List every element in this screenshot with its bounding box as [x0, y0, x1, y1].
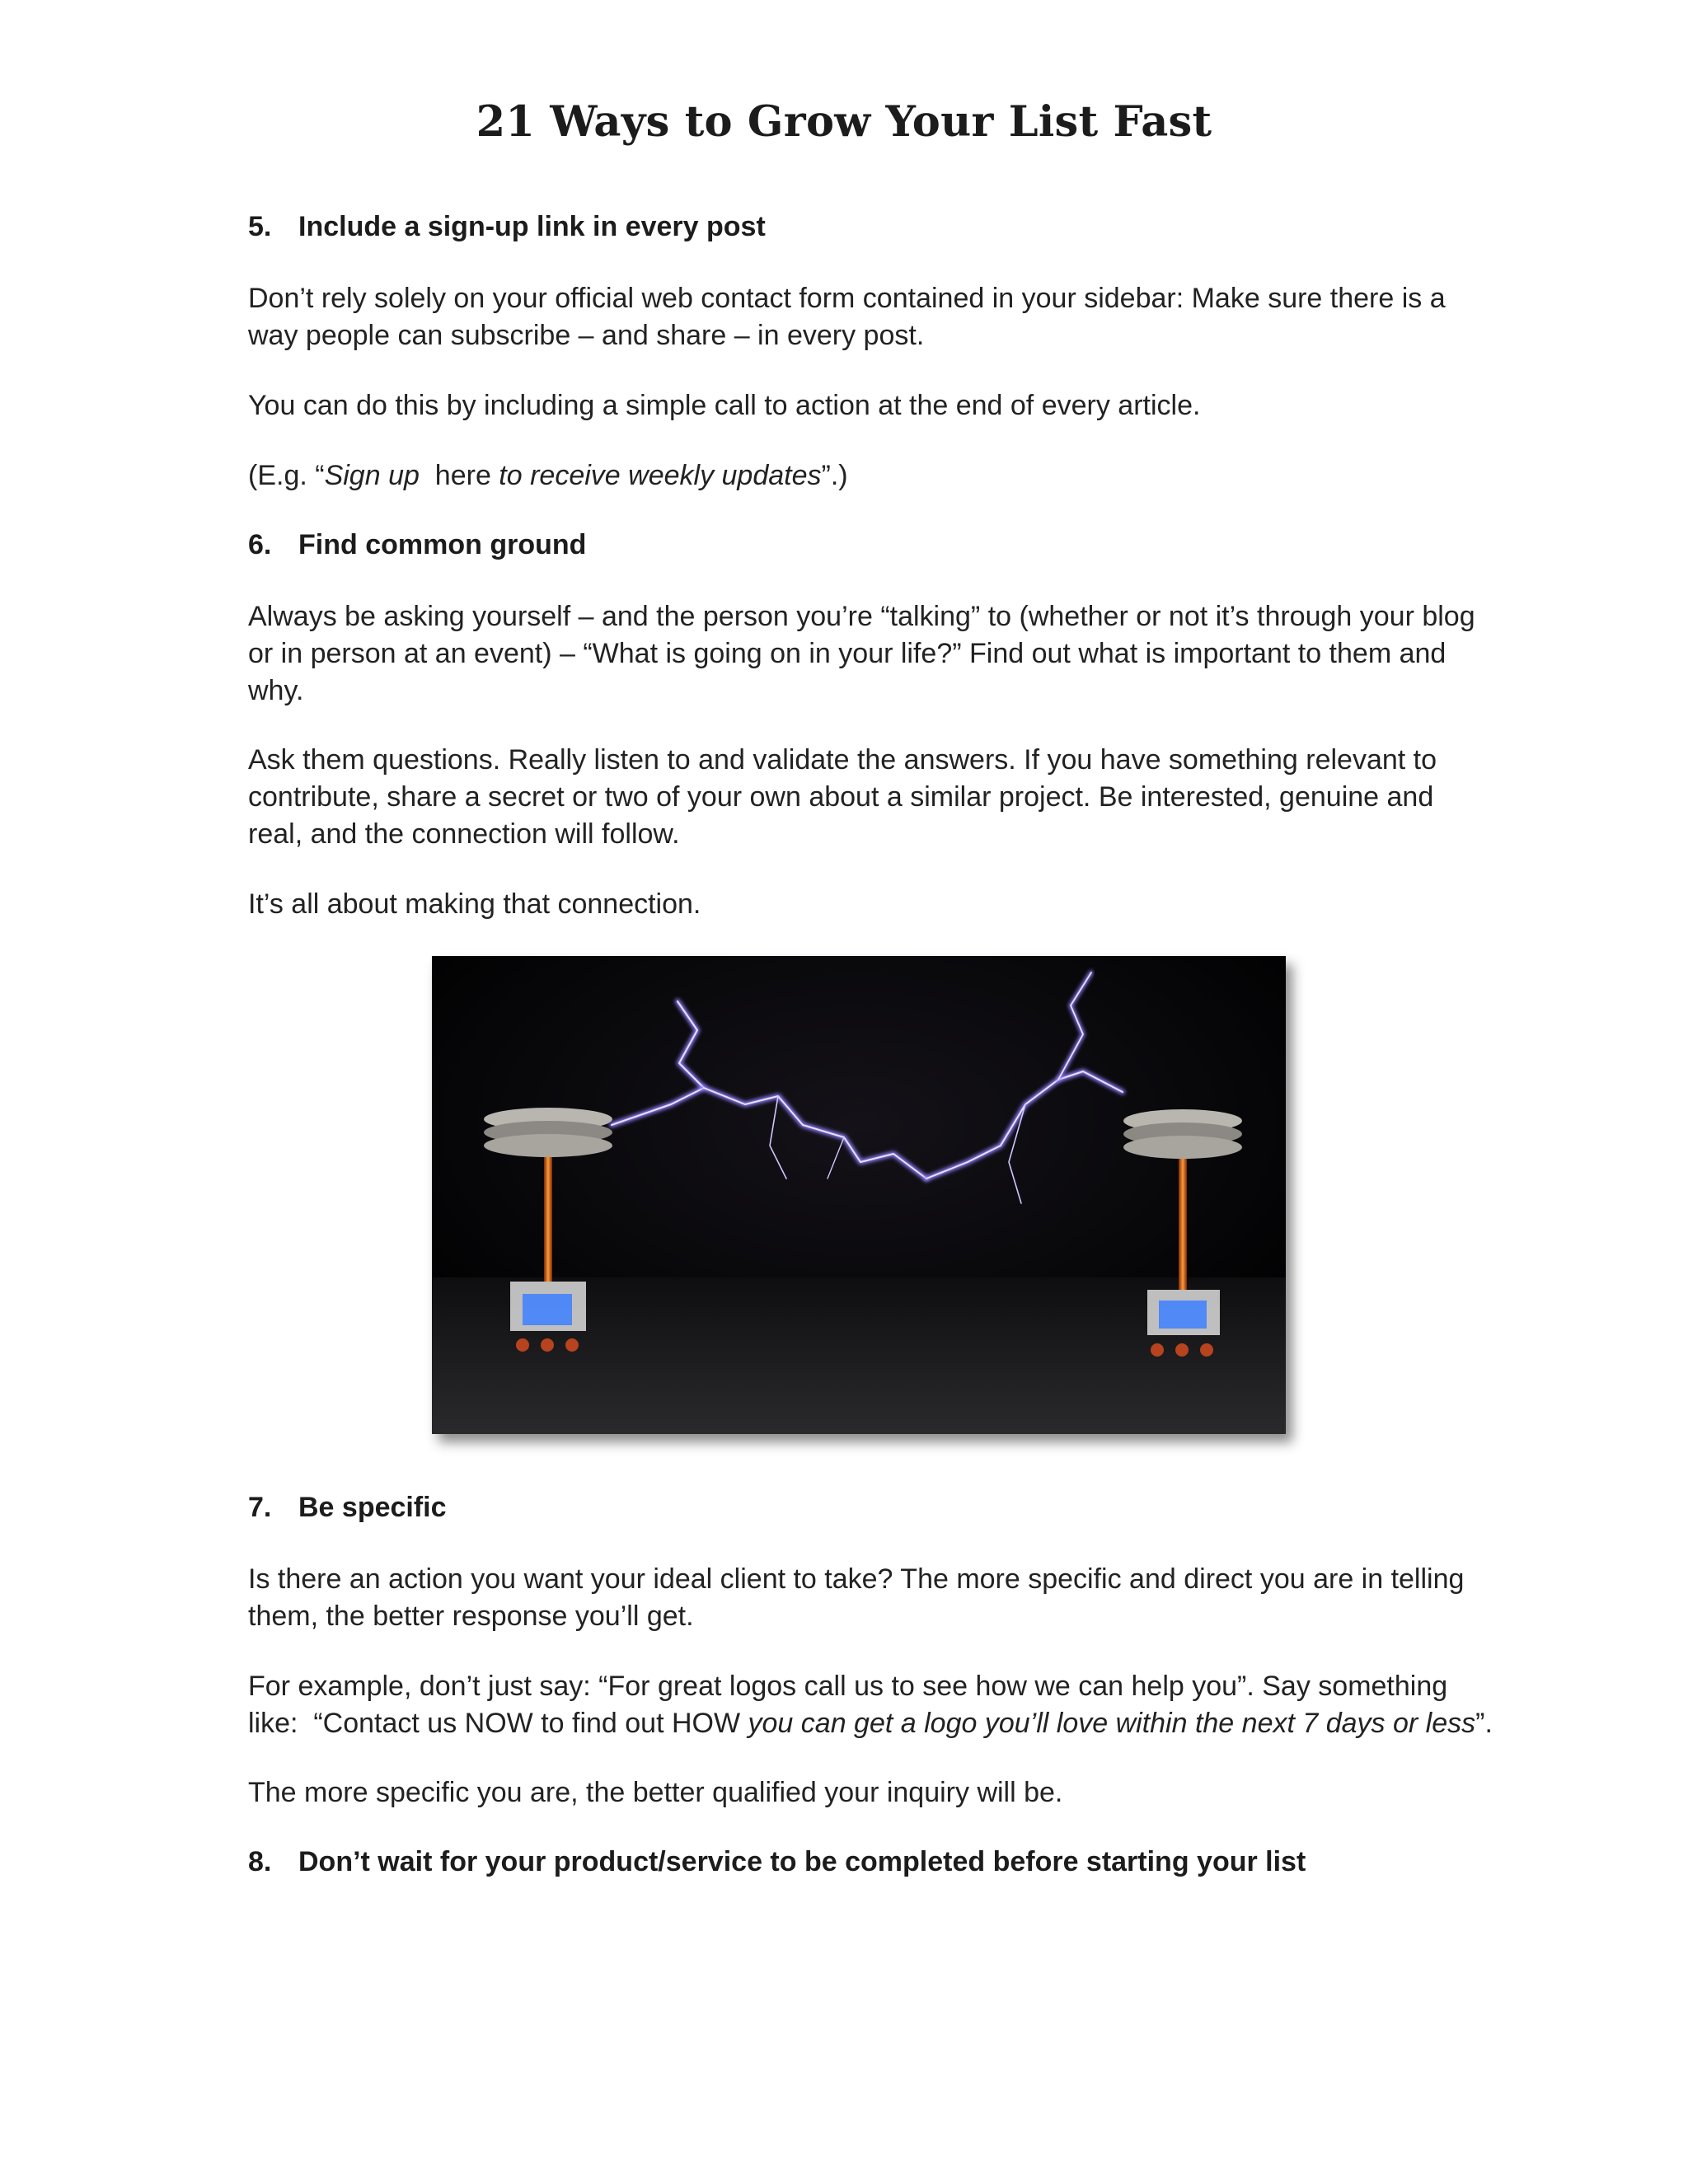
section-5-heading [248, 211, 766, 243]
paragraph: For example, don’t just say: “For great logos call us to see how we can help you”. Say something [248, 1671, 1448, 1702]
paragraph: why. [248, 675, 304, 706]
section-title: Find common ground [298, 529, 587, 560]
example-italic-1: Sign up [324, 460, 420, 491]
like-italic: you can get a logo you’ll love within the next 7 days or less [748, 1708, 1476, 1739]
paragraph: The more specific you are, the better qualified your inquiry will be. [248, 1777, 1063, 1808]
paragraph: It’s all about making that connection. [248, 888, 701, 920]
paragraph: them, the better response you’ll get. [248, 1601, 694, 1632]
section-title: Be specific [298, 1492, 447, 1523]
paragraph: Is there an action you want your ideal client to take? The more specific and direct you are in telling [248, 1563, 1465, 1595]
section-number: 6. [248, 529, 272, 560]
paragraph: or in person at an event) – “What is going on in your life?” Find out what is important to them and [248, 638, 1447, 669]
tesla-coils-photo [432, 956, 1286, 1434]
section-6-heading [248, 529, 586, 561]
page-title: 21 Ways to Grow Your List Fast [476, 97, 1212, 147]
section-number: 7. [248, 1492, 272, 1523]
like-prefix: like: “Contact us NOW to find out HOW [248, 1708, 748, 1739]
example-line [248, 457, 1501, 494]
section-8-heading [248, 1846, 1306, 1878]
paragraph: Ask them questions. Really listen to and validate the answers. If you have something relevant to [248, 744, 1437, 776]
example-suffix: ”.) [821, 460, 848, 491]
paragraph: way people can subscribe – and share – in every post. [248, 320, 925, 351]
section-title: Include a sign-up link in every post [298, 211, 766, 242]
paragraph: real, and the connection will follow. [248, 818, 680, 850]
section-title: Don’t wait for your product/service to be completed before starting your list [298, 1846, 1306, 1877]
tesla-coils-illustration [432, 956, 1286, 1434]
section-number: 5. [248, 211, 272, 242]
like-line [248, 1705, 1501, 1742]
paragraph: contribute, share a secret or two of your own about a similar project. Be interested, genuine and [248, 781, 1434, 813]
like-suffix: ”. [1475, 1708, 1493, 1739]
paragraph: You can do this by including a simple call to action at the end of every article. [248, 390, 1201, 421]
paragraph: Don’t rely solely on your official web contact form contained in your sidebar: Make sure there is a [248, 283, 1446, 314]
example-middle: here [419, 460, 499, 491]
paragraph: Always be asking yourself – and the person you’re “talking” to (whether or not it’s through your blog [248, 601, 1475, 632]
section-number: 8. [248, 1846, 272, 1877]
example-prefix: (E.g. “ [248, 460, 325, 491]
example-italic-2: to receive weekly updates [499, 460, 822, 491]
section-7-heading [248, 1492, 447, 1524]
